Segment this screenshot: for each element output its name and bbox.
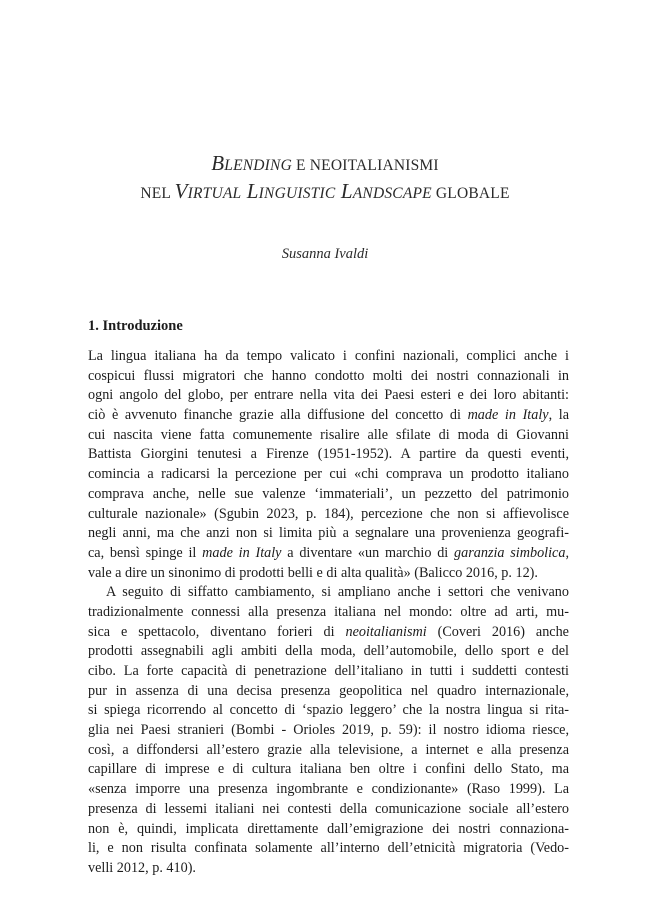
text-run: A seguito di siffatto cambiamento, si ampliano anche i settori che venivano [106,584,569,601]
text-run: ciò è avvenuto finanche grazie alla diffusione del concetto di [88,407,468,424]
text-run: si spiega ricorrendo al concetto di ‘spazio leggero’ che la nostra lingua si rita- [88,702,569,719]
text-run: vale a dire un sinonimo di prodotti belli e di alta qualità» (Balicco 2016, p. 12). [88,564,538,581]
text-run: «senza imporre una presenza ingombrante e condizionante» (Raso 1999). La [88,781,569,798]
text-line [88,760,569,780]
italic-term: neoitalianismi [345,623,427,640]
title-smallcaps: INGUISTIC [258,185,336,202]
text-line [88,682,569,702]
text-run: a diventare «un marchio di [281,544,455,561]
text-run: ca, bensì spinge il [88,544,203,561]
text-run: non è, quindi, implicata direttamente dall’emigrazione dei nostri connaziona- [88,820,569,837]
italic-term: made in Italy [202,544,282,561]
text-run: comprava anche, nelle sue valenze ‘immateriali’, un pezzetto del patrimonio [88,485,569,502]
text-run: velli 2012, p. 410). [88,859,196,876]
body-text [88,347,569,879]
text-line [88,485,569,505]
text-run: prodotti assegnabili agli ambiti della moda, dell’automobile, dello sport e del [88,643,569,660]
text-line [88,524,569,544]
text-line [88,426,569,446]
text-run: negli anni, ma che anzi non si limita più a segnalare una provenienza geografi- [88,525,569,542]
text-line [88,741,569,761]
text-line [88,721,569,741]
text-line [88,662,569,682]
text-run: ogni angolo del globo, per entrare nella vita dei Paesi esteri e dei loro abitanti: [88,387,569,404]
text-line [88,583,569,603]
text-run: cibo. La forte capacità di penetrazione dell’italiano in tutti i suddetti contesti [88,663,569,679]
title-cap: B [211,151,225,175]
text-run: Battista Giorgini tenutesi a Firenze (1951-1952). A partire da questi eventi, [88,446,569,463]
text-run: sica e spettacolo, diventano forieri di [88,623,346,640]
text-line [88,465,569,485]
title-cap: L [246,179,259,203]
text-run: cospicui flussi migratori che hanno condotto molti dei nostri connazionali in [88,367,569,384]
text-line [88,642,569,662]
title-text: NEL [140,185,175,202]
title-cap: V [174,179,188,203]
text-line [88,820,569,840]
text-line [88,839,569,859]
text-line [88,603,569,623]
title-smallcaps: ANDSCAPE [352,185,432,202]
text-run: , la [548,407,569,424]
text-line [88,367,569,387]
author-name: Susanna Ivaldi [281,246,369,262]
italic-term: made in Italy [467,407,549,424]
text-run: presenza di lessemi italiani nei contesti della comunicazione sociale all’estero [88,800,569,817]
text-line [88,859,569,879]
text-run: capillare di imprese e di cultura italiana ben oltre i confini dello Stato, ma [88,761,569,778]
text-run: pur in assenza di una decisa presenza geopolitica nel quadro internazionale, [88,682,569,699]
text-run: , [565,544,569,561]
text-line [88,445,569,465]
text-line [88,544,569,564]
text-run: glia nei Paesi stranieri (Bombi - Orioles 2019, p. 59): il nostro idioma riesce, [88,722,569,739]
text-run: li, e non risulta confinata solamente all’interno dell’etnicità migratoria (Vedo- [88,840,569,857]
text-line [88,780,569,800]
title-smallcaps: LENDING [224,157,292,174]
title-text: GLOBALE [431,185,510,202]
section-heading: 1. Introduzione [88,318,183,334]
text-run: cui nascita viene fatta comunemente risalire alle sfilate di moda di Giovanni [88,426,569,443]
text-line [88,347,569,367]
text-run: culturale nazionale» (Sgubin 2023, p. 184), percezione che non si affievolisce [88,505,569,522]
text-line [88,386,569,406]
text-run: La lingua italiana ha da tempo valicato i confini nazionali, complici anche i [88,348,569,364]
title-text: E NEOITALIANISMI [291,157,439,174]
text-line [88,564,569,584]
italic-term: garanzia simbolica [454,544,566,561]
text-run: tradizionalmente connessi alla presenza italiana nel mondo: oltre ad arti, mu- [88,603,569,620]
text-line [88,505,569,525]
text-line [88,800,569,820]
text-run: comincia a radicarsi la percezione per cui «chi comprava un prodotto italiano [88,466,569,483]
title-line-1 [0,150,650,179]
paragraph [88,583,569,878]
paragraph [88,347,569,583]
title-cap: L [340,179,353,203]
title-line-2 [0,178,650,207]
text-line [88,701,569,721]
title-smallcaps: IRTUAL [187,185,242,202]
text-line [88,623,569,643]
text-line [88,406,569,426]
text-run: (Coveri 2016) anche [426,623,569,640]
text-run: così, a diffondersi all’estero grazie alla televisione, a internet e alla presenza [88,741,569,758]
